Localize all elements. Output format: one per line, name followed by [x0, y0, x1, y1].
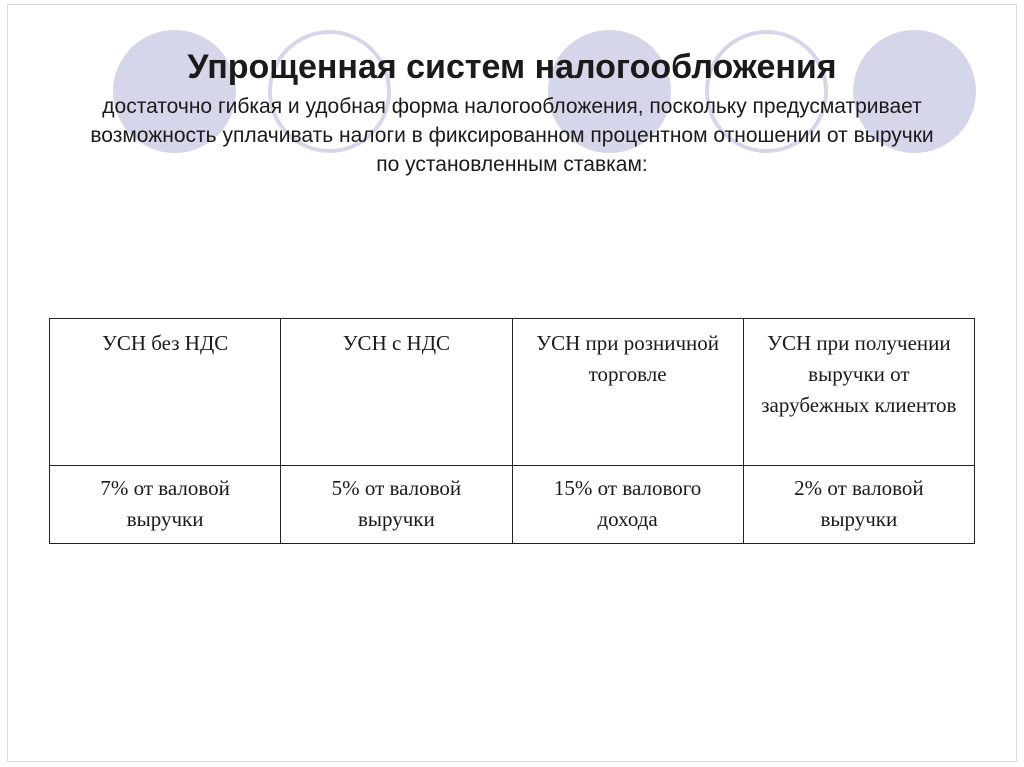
slide-subtitle: достаточно гибкая и удобная форма налогообложения, поскольку предусматривает возможность уплачивать налоги в фиксированном процентном отношении от выручки по установленным ставкам: [90, 95, 934, 176]
value-cell-usn-retail: 15% от валового дохода [512, 466, 743, 544]
table-header-row [50, 319, 975, 466]
tax-rates-table [49, 318, 975, 544]
header-cell-usn-no-vat: УСН без НДС [50, 319, 281, 466]
header-cell-usn-foreign: УСН при получении выручки от зарубежных клиентов [743, 319, 974, 466]
value-cell-usn-foreign: 2% от валовой выручки [743, 466, 974, 544]
header-cell-usn-vat: УСН с НДС [281, 319, 512, 466]
value-cell-usn-vat: 5% от валовой выручки [281, 466, 512, 544]
value-cell-usn-no-vat: 7% от валовой выручки [50, 466, 281, 544]
header-cell-usn-retail: УСН при розничной торговле [512, 319, 743, 466]
table-row [50, 466, 975, 544]
slide-title: Упрощенная систем налогообложения [187, 48, 837, 86]
